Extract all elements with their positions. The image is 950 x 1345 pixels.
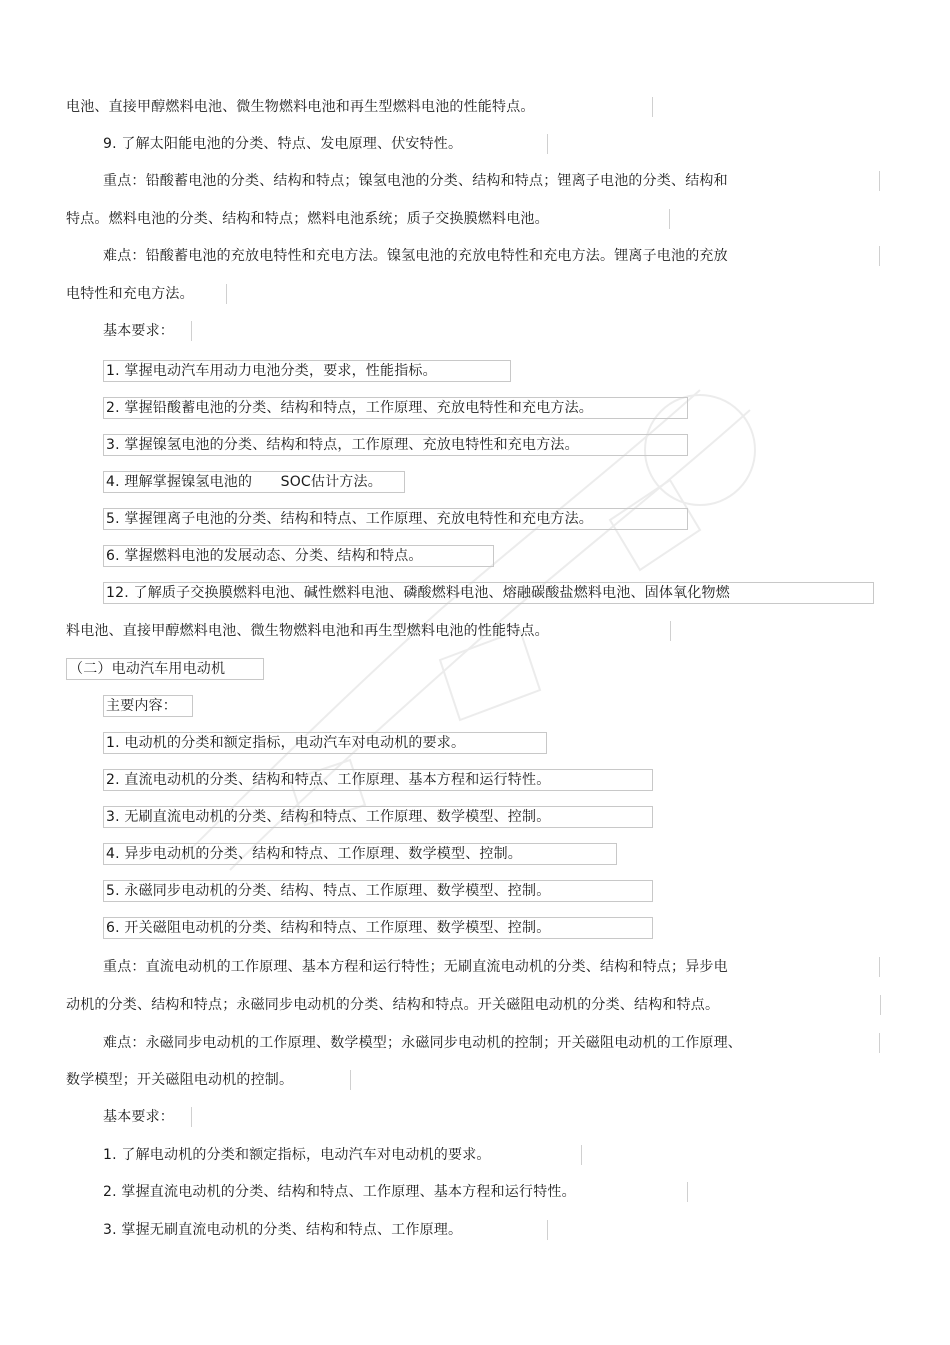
text-line: 动机的分类、结构和特点；永磁同步电动机的分类、结构和特点。开关磁阻电动机的分类、结构和特点。 <box>66 995 881 1015</box>
text-line: 数学模型；开关磁阻电动机的控制。 <box>66 1070 351 1090</box>
section-label: 主要内容： <box>103 695 193 717</box>
list-item: 2. 直流电动机的分类、结构和特点、工作原理、基本方程和运行特性。 <box>103 769 653 791</box>
text-line: 料电池、直接甲醇燃料电池、微生物燃料电池和再生型燃料电池的性能特点。 <box>66 621 671 641</box>
list-item: 12. 了解质子交换膜燃料电池、碱性燃料电池、磷酸燃料电池、熔融碳酸盐燃料电池、固体氧化物燃 <box>103 582 874 604</box>
list-item: 3. 掌握无刷直流电动机的分类、结构和特点、工作原理。 <box>103 1220 548 1240</box>
section-label: 基本要求： <box>103 1107 192 1127</box>
difficulties-text: 难点：永磁同步电动机的工作原理、数学模型；永磁同步电动机的控制；开关磁阻电动机的工作原理、 <box>103 1033 880 1053</box>
text-line: 电特性和充电方法。 <box>66 284 227 304</box>
list-item: 6. 掌握燃料电池的发展动态、分类、结构和特点。 <box>103 545 494 567</box>
list-item: 1. 了解电动机的分类和额定指标，电动汽车对电动机的要求。 <box>103 1145 582 1165</box>
section-label: 基本要求： <box>103 321 192 341</box>
list-item: 2. 掌握直流电动机的分类、结构和特点、工作原理、基本方程和运行特性。 <box>103 1182 688 1202</box>
list-item: 5. 永磁同步电动机的分类、结构、特点、工作原理、数学模型、控制。 <box>103 880 653 902</box>
list-item: 9. 了解太阳能电池的分类、特点、发电原理、伏安特性。 <box>103 134 548 154</box>
list-item: 5. 掌握锂离子电池的分类、结构和特点、工作原理、充放电特性和充电方法。 <box>103 508 688 530</box>
key-points-text: 重点：铅酸蓄电池的分类、结构和特点；镍氢电池的分类、结构和特点；锂离子电池的分类、结构和 <box>103 171 880 191</box>
section-heading: （二）电动汽车用电动机 <box>66 658 264 680</box>
list-item: 3. 掌握镍氢电池的分类、结构和特点，工作原理、充放电特性和充电方法。 <box>103 434 688 456</box>
list-item: 6. 开关磁阻电动机的分类、结构和特点、工作原理、数学模型、控制。 <box>103 917 653 939</box>
list-item: 2. 掌握铅酸蓄电池的分类、结构和特点，工作原理、充放电特性和充电方法。 <box>103 397 688 419</box>
list-item: 1. 掌握电动汽车用动力电池分类，要求，性能指标。 <box>103 360 511 382</box>
list-item: 4. 理解掌握镍氢电池的 SOC估计方法。 <box>103 471 405 493</box>
key-points-text: 重点：直流电动机的工作原理、基本方程和运行特性；无刷直流电动机的分类、结构和特点；异步电 <box>103 957 880 977</box>
list-item: 3. 无刷直流电动机的分类、结构和特点、工作原理、数学模型、控制。 <box>103 806 653 828</box>
text-line: 电池、直接甲醇燃料电池、微生物燃料电池和再生型燃料电池的性能特点。 <box>66 97 653 117</box>
text-line: 特点。燃料电池的分类、结构和特点；燃料电池系统；质子交换膜燃料电池。 <box>66 209 670 229</box>
list-item: 1. 电动机的分类和额定指标，电动汽车对电动机的要求。 <box>103 732 547 754</box>
difficulties-text: 难点：铅酸蓄电池的充放电特性和充电方法。镍氢电池的充放电特性和充电方法。锂离子电池的充放 <box>103 246 880 266</box>
list-item: 4. 异步电动机的分类、结构和特点、工作原理、数学模型、控制。 <box>103 843 617 865</box>
